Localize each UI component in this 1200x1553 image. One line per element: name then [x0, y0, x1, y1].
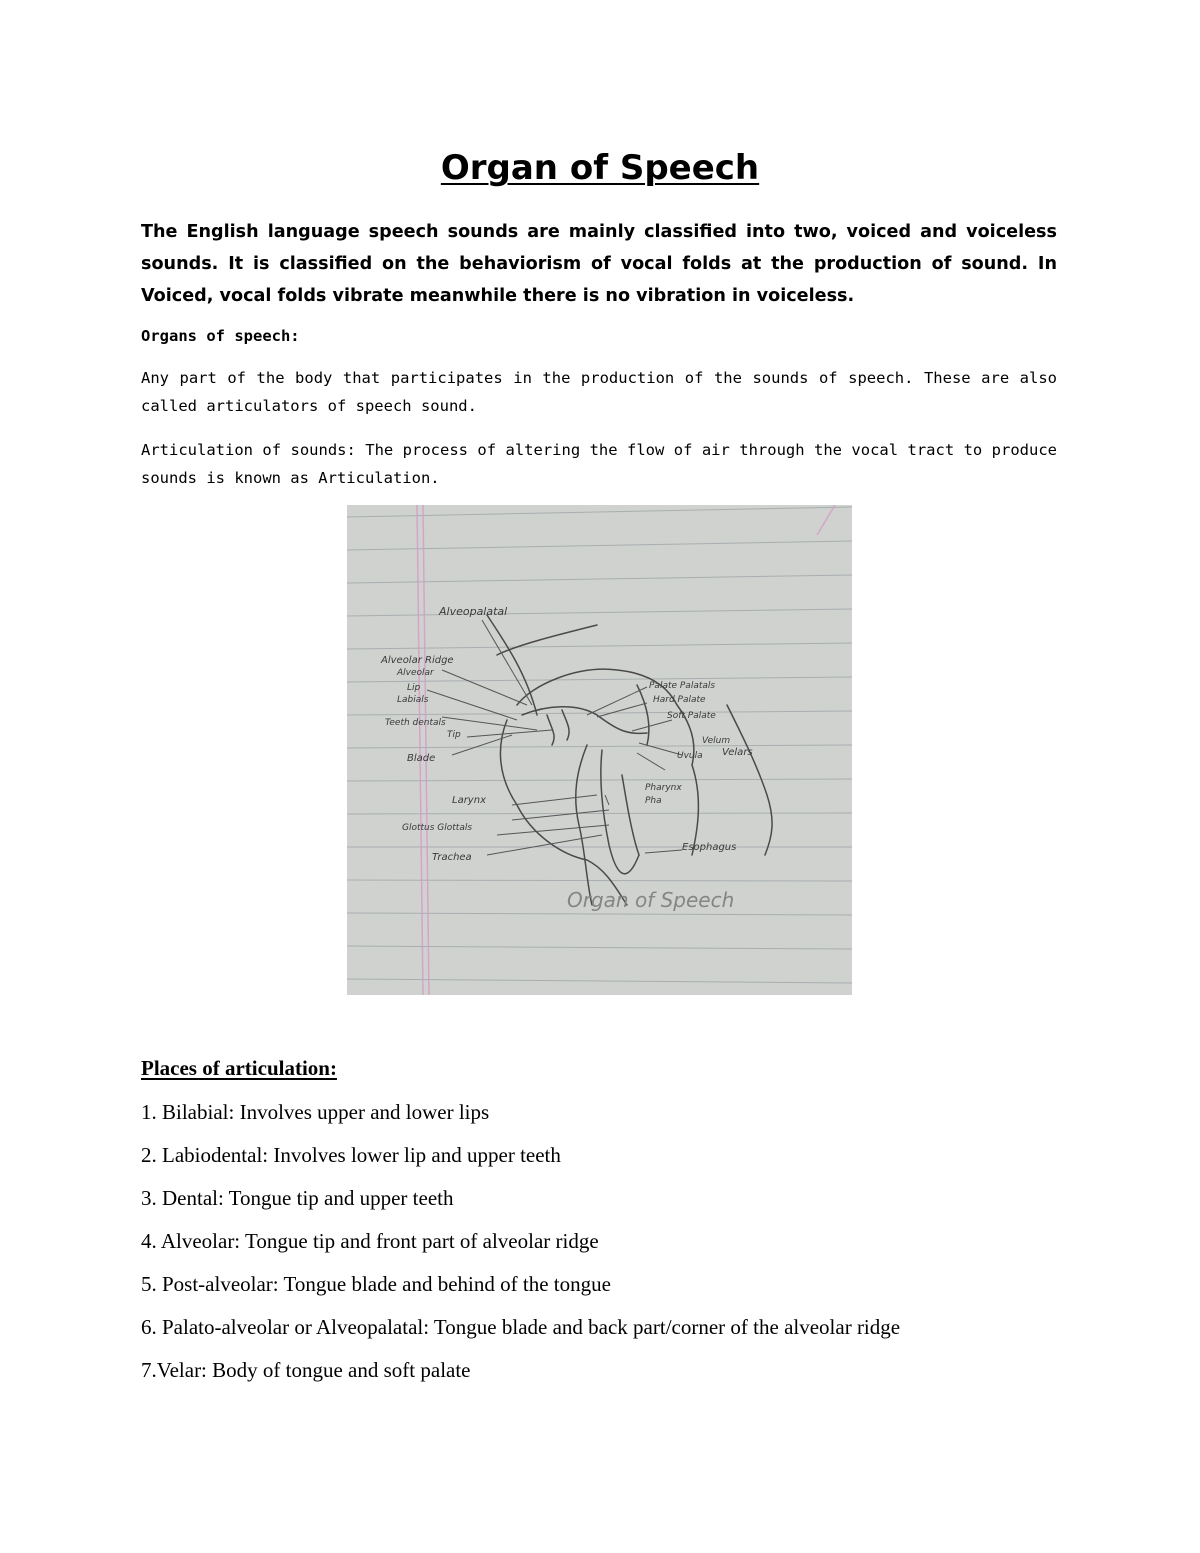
list-item: 3. Dental: Tongue tip and upper teeth: [141, 1186, 454, 1210]
label-uvula: Uvula: [677, 751, 703, 761]
places-list: [141, 1095, 900, 1396]
label-alveolar-ridge: Alveolar Ridge: [381, 655, 454, 666]
label-pharynx: Pharynx: [645, 783, 682, 793]
organs-heading: Organs of speech:: [141, 327, 300, 345]
list-item: 4. Alveolar: Tongue tip and front part of alveolar ridge: [141, 1229, 599, 1253]
label-pha: Pha: [645, 796, 662, 806]
organ-of-speech-sketch: [347, 505, 852, 995]
articulation-lead: Articulation of sounds:: [141, 441, 356, 459]
sketch-drawing: [347, 505, 852, 995]
articulation-paragraph: [141, 436, 1057, 492]
list-item: 6. Palato-alveolar or Alveopalatal: Tongue blade and back part/corner of the alveolar ridge: [141, 1315, 901, 1339]
label-alveolar: Alveolar: [397, 668, 434, 678]
articulation-text: The process of altering the flow of air through the vocal tract to produce sounds is known as Articulation.: [141, 441, 1057, 487]
page-title: Organ of Speech: [440, 148, 760, 188]
label-lip: Lip: [407, 683, 421, 693]
intro-paragraph: The English language speech sounds are mainly classified into two, voiced and voiceless sounds. It is classified on the behaviorism of vocal folds at the production of sound. In Voiced, vocal folds vibrate meanwhile there is no vibration in voiceless.: [141, 222, 1057, 306]
label-labials: Labials: [397, 695, 429, 705]
label-teeth-dentals: Teeth dentals: [385, 718, 446, 728]
label-soft-palate: Soft Palate: [667, 711, 716, 721]
label-palate-palatals: Palate Palatals: [649, 681, 716, 691]
label-velars: Velars: [722, 747, 753, 758]
label-alveopalatal: Alveopalatal: [439, 605, 508, 618]
list-item: 7.Velar: Body of tongue and soft palate: [141, 1358, 471, 1382]
label-tip: Tip: [447, 730, 461, 740]
places-heading: Places of articulation:: [141, 1056, 337, 1080]
label-esophagus: Esophagus: [682, 842, 737, 853]
sketch-caption: Organ of Speech: [567, 888, 735, 912]
organs-paragraph: Any part of the body that participates in the production of the sounds of speech. These are also called articulators of speech sound.: [141, 369, 1057, 415]
label-trachea: Trachea: [432, 852, 472, 863]
list-item: 5. Post-alveolar: Tongue blade and behind of the tongue: [141, 1272, 611, 1296]
label-hard-palate: Hard Palate: [653, 695, 706, 705]
label-larynx: Larynx: [452, 795, 486, 806]
list-item: 1. Bilabial: Involves upper and lower lips: [141, 1100, 490, 1124]
label-blade: Blade: [407, 753, 436, 764]
list-item: 2. Labiodental: Involves lower lip and upper teeth: [141, 1143, 561, 1167]
label-velum: Velum: [702, 736, 731, 746]
label-glottus-glottals: Glottus Glottals: [402, 823, 473, 833]
